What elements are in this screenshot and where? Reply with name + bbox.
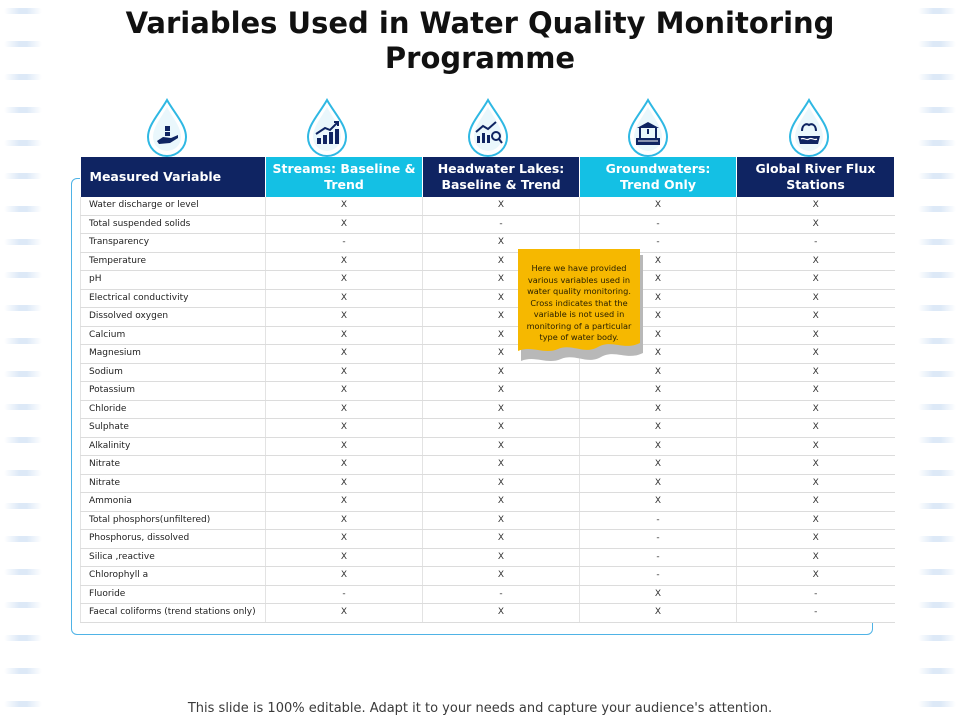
- table-row: [81, 493, 895, 512]
- side-dash: [4, 602, 42, 608]
- side-dash: [918, 602, 956, 608]
- side-dash: [4, 173, 42, 179]
- side-dash: [918, 8, 956, 14]
- hand-coin-icon: [145, 98, 189, 158]
- mark-cell: X: [423, 252, 580, 271]
- table-row: [81, 234, 895, 253]
- table-row: [81, 419, 895, 438]
- side-dash: [918, 503, 956, 509]
- table-row: [81, 530, 895, 549]
- mark-cell: X: [266, 363, 423, 382]
- mark-cell: X: [580, 456, 737, 475]
- side-dash: [4, 107, 42, 113]
- mark-cell: X: [266, 548, 423, 567]
- mark-cell: X: [266, 215, 423, 234]
- mark-cell: X: [423, 289, 580, 308]
- mark-cell: X: [423, 456, 580, 475]
- mark-cell: -: [580, 530, 737, 549]
- mark-cell: X: [737, 197, 895, 215]
- mark-cell: X: [266, 437, 423, 456]
- variable-name-cell: Electrical conductivity: [81, 289, 266, 308]
- table-header-row: [81, 157, 895, 197]
- mark-cell: -: [580, 548, 737, 567]
- mark-cell: X: [580, 400, 737, 419]
- mark-cell: X: [266, 326, 423, 345]
- mark-cell: -: [266, 585, 423, 604]
- table-row: [81, 345, 895, 364]
- mark-cell: X: [423, 493, 580, 512]
- mark-cell: -: [580, 511, 737, 530]
- variable-name-cell: Ammonia: [81, 493, 266, 512]
- table-row: [81, 271, 895, 290]
- mark-cell: X: [266, 567, 423, 586]
- side-dash: [918, 404, 956, 410]
- mark-cell: X: [266, 419, 423, 438]
- side-dash: [4, 371, 42, 377]
- side-dash: [918, 272, 956, 278]
- mark-cell: X: [737, 567, 895, 586]
- side-dash: [918, 107, 956, 113]
- side-dash: [918, 470, 956, 476]
- table-row: [81, 252, 895, 271]
- mark-cell: X: [580, 585, 737, 604]
- variable-name-cell: Magnesium: [81, 345, 266, 364]
- variable-name-cell: Potassium: [81, 382, 266, 401]
- mark-cell: X: [737, 252, 895, 271]
- mark-cell: X: [266, 345, 423, 364]
- side-dash: [918, 635, 956, 641]
- mark-cell: X: [266, 382, 423, 401]
- mark-cell: X: [737, 530, 895, 549]
- variable-name-cell: Water discharge or level: [81, 197, 266, 215]
- variable-name-cell: Phosphorus, dissolved: [81, 530, 266, 549]
- side-dash: [918, 701, 956, 707]
- mark-cell: X: [737, 400, 895, 419]
- table-row: [81, 215, 895, 234]
- mark-cell: X: [423, 604, 580, 623]
- variable-name-cell: Calcium: [81, 326, 266, 345]
- table-row: [81, 326, 895, 345]
- table-row: [81, 456, 895, 475]
- mark-cell: -: [737, 604, 895, 623]
- table-row: [81, 308, 895, 327]
- mark-cell: X: [423, 511, 580, 530]
- table-row: [81, 585, 895, 604]
- mark-cell: X: [737, 215, 895, 234]
- mark-cell: X: [266, 400, 423, 419]
- mark-cell: X: [737, 511, 895, 530]
- header-groundwaters: Groundwaters: Trend Only: [580, 157, 737, 197]
- mark-cell: X: [580, 604, 737, 623]
- side-dash: [4, 701, 42, 707]
- mark-cell: X: [737, 308, 895, 327]
- water-well-icon: [626, 98, 670, 158]
- header-measured-variable: Measured Variable: [81, 157, 266, 197]
- side-dash: [4, 503, 42, 509]
- variable-name-cell: Silica ,reactive: [81, 548, 266, 567]
- side-dash: [4, 41, 42, 47]
- mark-cell: X: [266, 493, 423, 512]
- mark-cell: X: [737, 382, 895, 401]
- side-dash: [918, 668, 956, 674]
- variable-name-cell: Total suspended solids: [81, 215, 266, 234]
- side-dash: [4, 569, 42, 575]
- mark-cell: X: [266, 271, 423, 290]
- mark-cell: X: [737, 345, 895, 364]
- right-decoration: [914, 0, 960, 720]
- mark-cell: X: [580, 197, 737, 215]
- mark-cell: X: [423, 345, 580, 364]
- mark-cell: X: [266, 252, 423, 271]
- side-dash: [4, 305, 42, 311]
- mark-cell: X: [266, 530, 423, 549]
- mark-cell: X: [580, 474, 737, 493]
- side-dash: [918, 437, 956, 443]
- mark-cell: X: [580, 493, 737, 512]
- page-title: Variables Used in Water Quality Monitoring Programme: [125, 6, 835, 75]
- variable-name-cell: Fluoride: [81, 585, 266, 604]
- table-row: [81, 511, 895, 530]
- mark-cell: X: [580, 419, 737, 438]
- mark-cell: X: [423, 419, 580, 438]
- mark-cell: X: [423, 271, 580, 290]
- mark-cell: -: [580, 567, 737, 586]
- mark-cell: X: [266, 289, 423, 308]
- mark-cell: X: [423, 363, 580, 382]
- mark-cell: -: [266, 234, 423, 253]
- mark-cell: X: [423, 437, 580, 456]
- mark-cell: X: [737, 326, 895, 345]
- mark-cell: -: [580, 215, 737, 234]
- mark-cell: X: [737, 271, 895, 290]
- variable-name-cell: Nitrate: [81, 474, 266, 493]
- variables-table: [80, 157, 895, 623]
- table-row: [81, 289, 895, 308]
- side-dash: [4, 536, 42, 542]
- side-dash: [4, 206, 42, 212]
- mark-cell: X: [423, 308, 580, 327]
- table-row: [81, 548, 895, 567]
- side-dash: [918, 74, 956, 80]
- side-dash: [918, 305, 956, 311]
- table-body: [81, 197, 895, 622]
- side-dash: [918, 41, 956, 47]
- header-global-river: Global River Flux Stations: [737, 157, 895, 197]
- table-row: [81, 382, 895, 401]
- mark-cell: X: [423, 548, 580, 567]
- side-dash: [4, 272, 42, 278]
- mark-cell: X: [266, 604, 423, 623]
- table-row: [81, 437, 895, 456]
- bar-chart-up-icon: [305, 98, 349, 158]
- variable-name-cell: Transparency: [81, 234, 266, 253]
- table-row: [81, 604, 895, 623]
- variable-name-cell: pH: [81, 271, 266, 290]
- side-dash: [918, 536, 956, 542]
- mark-cell: -: [580, 234, 737, 253]
- mark-cell: X: [423, 197, 580, 215]
- variable-name-cell: Total phosphors(unfiltered): [81, 511, 266, 530]
- variable-name-cell: Sodium: [81, 363, 266, 382]
- mark-cell: X: [737, 289, 895, 308]
- mark-cell: -: [737, 234, 895, 253]
- table-row: [81, 567, 895, 586]
- table-row: [81, 197, 895, 215]
- mark-cell: X: [266, 308, 423, 327]
- footer-text: This slide is 100% editable. Adapt it to your needs and capture your audience's attention.: [187, 701, 773, 716]
- variable-name-cell: Temperature: [81, 252, 266, 271]
- mark-cell: -: [423, 215, 580, 234]
- mark-cell: X: [580, 308, 737, 327]
- side-dash: [918, 239, 956, 245]
- icon-row: [80, 98, 894, 158]
- side-dash: [918, 338, 956, 344]
- mark-cell: X: [423, 530, 580, 549]
- variable-name-cell: Nitrate: [81, 456, 266, 475]
- mark-cell: X: [737, 493, 895, 512]
- variable-name-cell: Chlorophyll a: [81, 567, 266, 586]
- side-dash: [918, 371, 956, 377]
- side-dash: [4, 470, 42, 476]
- side-dash: [4, 635, 42, 641]
- variable-name-cell: Alkalinity: [81, 437, 266, 456]
- mark-cell: X: [580, 363, 737, 382]
- mark-cell: X: [580, 252, 737, 271]
- mark-cell: X: [737, 474, 895, 493]
- mark-cell: X: [580, 437, 737, 456]
- variable-name-cell: Sulphate: [81, 419, 266, 438]
- mark-cell: X: [737, 456, 895, 475]
- variable-name-cell: Faecal coliforms (trend stations only): [81, 604, 266, 623]
- mark-cell: X: [266, 474, 423, 493]
- mark-cell: X: [580, 289, 737, 308]
- mark-cell: X: [423, 400, 580, 419]
- mark-cell: X: [423, 567, 580, 586]
- header-headwater-lakes: Headwater Lakes: Baseline & Trend: [423, 157, 580, 197]
- side-dash: [918, 173, 956, 179]
- mark-cell: -: [737, 585, 895, 604]
- mark-cell: X: [580, 271, 737, 290]
- side-dash: [918, 140, 956, 146]
- side-dash: [4, 8, 42, 14]
- table-row: [81, 474, 895, 493]
- globe-water-icon: [787, 98, 831, 158]
- mark-cell: X: [423, 234, 580, 253]
- chart-magnifier-icon: [466, 98, 510, 158]
- table-row: [81, 363, 895, 382]
- mark-cell: X: [266, 456, 423, 475]
- header-streams: Streams: Baseline & Trend: [266, 157, 423, 197]
- mark-cell: X: [737, 363, 895, 382]
- side-dash: [4, 239, 42, 245]
- mark-cell: X: [580, 326, 737, 345]
- side-dash: [4, 338, 42, 344]
- mark-cell: X: [423, 382, 580, 401]
- side-dash: [4, 668, 42, 674]
- side-dash: [4, 437, 42, 443]
- variable-name-cell: Chloride: [81, 400, 266, 419]
- mark-cell: -: [423, 585, 580, 604]
- mark-cell: X: [423, 326, 580, 345]
- mark-cell: X: [266, 511, 423, 530]
- mark-cell: X: [580, 382, 737, 401]
- table-row: [81, 400, 895, 419]
- side-dash: [918, 206, 956, 212]
- mark-cell: X: [423, 474, 580, 493]
- mark-cell: X: [737, 548, 895, 567]
- mark-cell: X: [737, 419, 895, 438]
- side-dash: [4, 74, 42, 80]
- note-text: Here we have provided various variables used in water quality monitoring. Cross indicates that the variable is not used in monitoring of a particular type of water body.: [526, 263, 632, 342]
- left-decoration: [0, 0, 46, 720]
- mark-cell: X: [580, 345, 737, 364]
- sticky-note: [514, 243, 644, 365]
- mark-cell: X: [737, 437, 895, 456]
- side-dash: [918, 569, 956, 575]
- side-dash: [4, 140, 42, 146]
- mark-cell: X: [266, 197, 423, 215]
- variable-name-cell: Dissolved oxygen: [81, 308, 266, 327]
- side-dash: [4, 404, 42, 410]
